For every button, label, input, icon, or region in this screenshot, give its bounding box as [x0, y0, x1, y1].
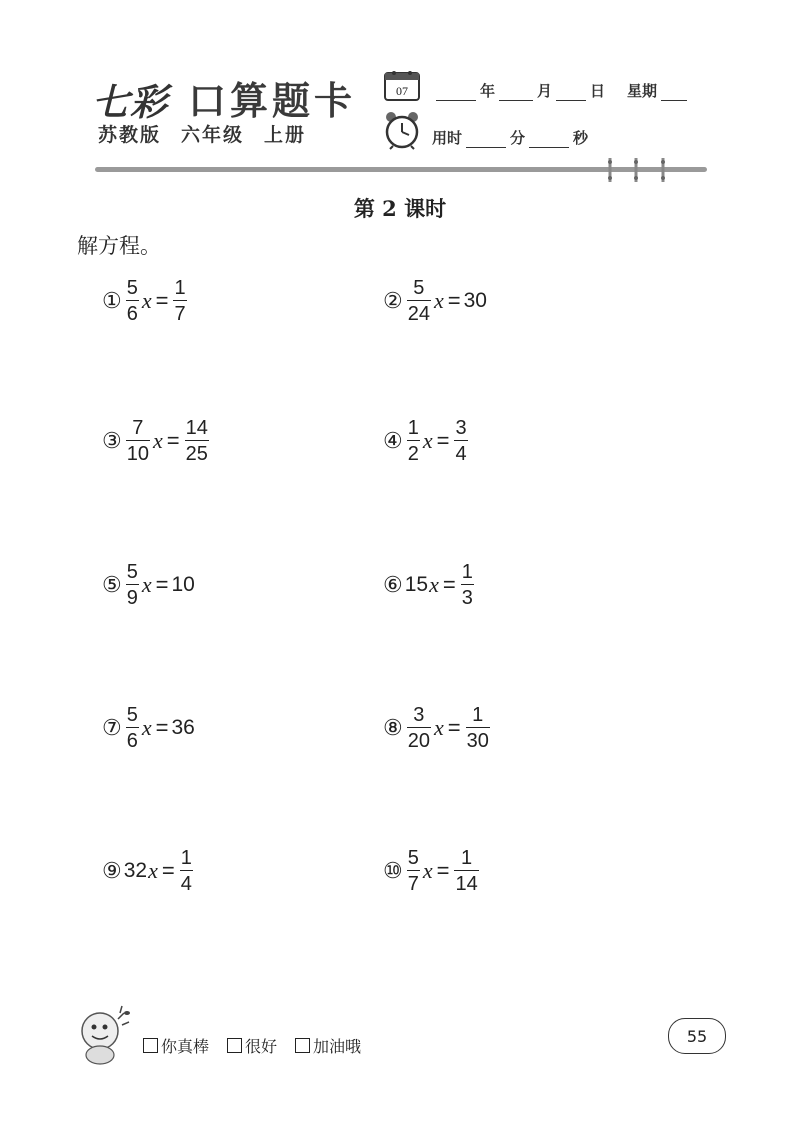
variable: x: [148, 858, 158, 883]
binder-ring-icon: [661, 158, 665, 182]
variable: x: [141, 715, 152, 740]
month-label: 月: [537, 82, 553, 100]
minutes-blank[interactable]: [466, 133, 506, 148]
right-hand-side: 10: [171, 573, 195, 596]
problem-number: ⑥: [383, 572, 403, 597]
seconds-label: 秒: [573, 129, 589, 147]
coefficient-denominator: 10: [126, 440, 150, 464]
problem-number: ⑤: [102, 572, 122, 597]
right-hand-side-fraction: [173, 278, 186, 324]
variable: x: [433, 715, 444, 740]
variable: x: [422, 428, 433, 453]
time-used-label: 用时: [432, 129, 463, 147]
coefficient-fraction: [126, 418, 150, 464]
coefficient: 32: [123, 859, 148, 882]
variable: x: [429, 572, 439, 597]
right-hand-side-denominator: 4: [180, 870, 193, 894]
mascot-illustration: [74, 1005, 134, 1067]
seconds-blank[interactable]: [529, 133, 569, 148]
coefficient-numerator: 5: [126, 277, 138, 299]
problem-number: ⑨: [102, 858, 122, 883]
month-blank[interactable]: [499, 86, 533, 101]
alarm-clock-icon: [383, 110, 421, 150]
right-hand-side-numerator: 1: [461, 847, 473, 869]
day-label: 日: [590, 82, 606, 100]
brand-title: 口算题卡: [188, 79, 357, 123]
rating-option-keep-going[interactable]: 加油哦: [295, 1034, 361, 1057]
volume-label: 上册: [264, 124, 307, 146]
edition-info: [98, 120, 306, 147]
problem-number: ⑦: [102, 715, 122, 740]
right-hand-side-numerator: 14: [185, 417, 208, 439]
coefficient-denominator: 6: [126, 300, 139, 324]
right-hand-side-denominator: 3: [461, 584, 474, 608]
weekday-label: 星期: [627, 82, 658, 100]
coefficient-denominator: 24: [407, 300, 431, 324]
minutes-label: 分: [510, 129, 526, 147]
variable: x: [141, 288, 152, 313]
equals-sign: =: [161, 858, 175, 883]
checkbox[interactable]: [143, 1038, 158, 1053]
right-hand-side-fraction: [454, 848, 478, 894]
time-used-line: [432, 127, 588, 148]
problem-number: ①: [102, 288, 122, 313]
equals-sign: =: [436, 858, 450, 883]
right-hand-side-denominator: 7: [173, 300, 186, 324]
coefficient-denominator: 20: [407, 727, 431, 751]
problem-number: ③: [102, 428, 122, 453]
coefficient-denominator: 2: [407, 440, 420, 464]
lesson-title: 第 2 课时: [353, 196, 447, 221]
equals-sign: =: [155, 572, 169, 597]
equation-problem: [102, 562, 195, 608]
coefficient-fraction: [407, 705, 431, 751]
problem-number: ⑧: [383, 715, 403, 740]
coefficient-numerator: 5: [126, 704, 138, 726]
right-hand-side-denominator: 25: [185, 440, 209, 464]
instruction: 解方程。: [77, 234, 161, 258]
checkbox[interactable]: [227, 1038, 242, 1053]
rating-option-good[interactable]: 很好: [227, 1034, 277, 1057]
rating-option-great[interactable]: 你真棒: [143, 1034, 209, 1057]
edition-label: 苏教版: [98, 124, 162, 146]
right-hand-side-fraction: [180, 848, 193, 894]
coefficient-denominator: 6: [126, 727, 139, 751]
equals-sign: =: [442, 572, 456, 597]
self-rating-group: [143, 1034, 361, 1057]
coefficient-numerator: 3: [413, 704, 425, 726]
equation-problem: [383, 562, 476, 608]
right-hand-side-numerator: 1: [180, 847, 192, 869]
checkbox[interactable]: [295, 1038, 310, 1053]
right-hand-side-fraction: [454, 418, 467, 464]
right-hand-side-denominator: 30: [466, 727, 490, 751]
coefficient-fraction: [407, 278, 431, 324]
variable: x: [141, 572, 152, 597]
equals-sign: =: [155, 715, 169, 740]
right-hand-side-numerator: 1: [472, 704, 484, 726]
equals-sign: =: [166, 428, 180, 453]
right-hand-side-fraction: [461, 562, 474, 608]
coefficient: 15: [404, 573, 429, 596]
equals-sign: =: [436, 428, 450, 453]
page-number: 55: [668, 1018, 726, 1054]
date-line: [432, 80, 691, 101]
equation-problem: [383, 278, 487, 324]
equals-sign: =: [447, 288, 461, 313]
equation-problem: [383, 705, 492, 751]
grade-label: 六年级: [181, 124, 245, 146]
equals-sign: =: [447, 715, 461, 740]
right-hand-side: 30: [463, 289, 487, 312]
right-hand-side-numerator: 1: [174, 277, 186, 299]
equation-problem: [102, 418, 211, 464]
equation-problem: [102, 278, 189, 324]
coefficient-fraction: [126, 705, 139, 751]
coefficient-fraction: [407, 848, 420, 894]
calendar-icon: [383, 68, 421, 102]
right-hand-side-fraction: [466, 705, 490, 751]
coefficient-fraction: [126, 278, 139, 324]
year-blank[interactable]: [436, 86, 476, 101]
equation-problem: [102, 848, 195, 894]
variable: x: [422, 858, 433, 883]
equals-sign: =: [155, 288, 169, 313]
right-hand-side-fraction: [185, 418, 209, 464]
problem-number: ④: [383, 428, 403, 453]
right-hand-side-numerator: 1: [461, 561, 473, 583]
binder-ring-icon: [634, 158, 638, 182]
coefficient-denominator: 9: [126, 584, 139, 608]
binder-ring-icon: [608, 158, 612, 182]
problem-number: ⑩: [383, 858, 403, 883]
variable: x: [152, 428, 163, 453]
weekday-blank[interactable]: [661, 86, 687, 101]
right-hand-side-numerator: 3: [455, 417, 467, 439]
coefficient-numerator: 7: [132, 417, 144, 439]
equation-problem: [383, 848, 481, 894]
day-blank[interactable]: [556, 86, 586, 101]
header-divider: [95, 167, 707, 172]
coefficient-numerator: 1: [407, 417, 419, 439]
equation-problem: [102, 705, 195, 751]
coefficient-fraction: [407, 418, 420, 464]
problem-number: ②: [383, 288, 403, 313]
calendar-number: 07: [396, 84, 408, 98]
brand-logo: 七彩: [92, 80, 168, 124]
right-hand-side-denominator: 4: [454, 440, 467, 464]
coefficient-numerator: 5: [407, 847, 419, 869]
right-hand-side-denominator: 14: [454, 870, 478, 894]
right-hand-side: 36: [171, 716, 195, 739]
coefficient-numerator: 5: [126, 561, 138, 583]
coefficient-fraction: [126, 562, 139, 608]
coefficient-numerator: 5: [413, 277, 425, 299]
equation-problem: [383, 418, 470, 464]
variable: x: [433, 288, 444, 313]
year-label: 年: [480, 82, 496, 100]
coefficient-denominator: 7: [407, 870, 420, 894]
